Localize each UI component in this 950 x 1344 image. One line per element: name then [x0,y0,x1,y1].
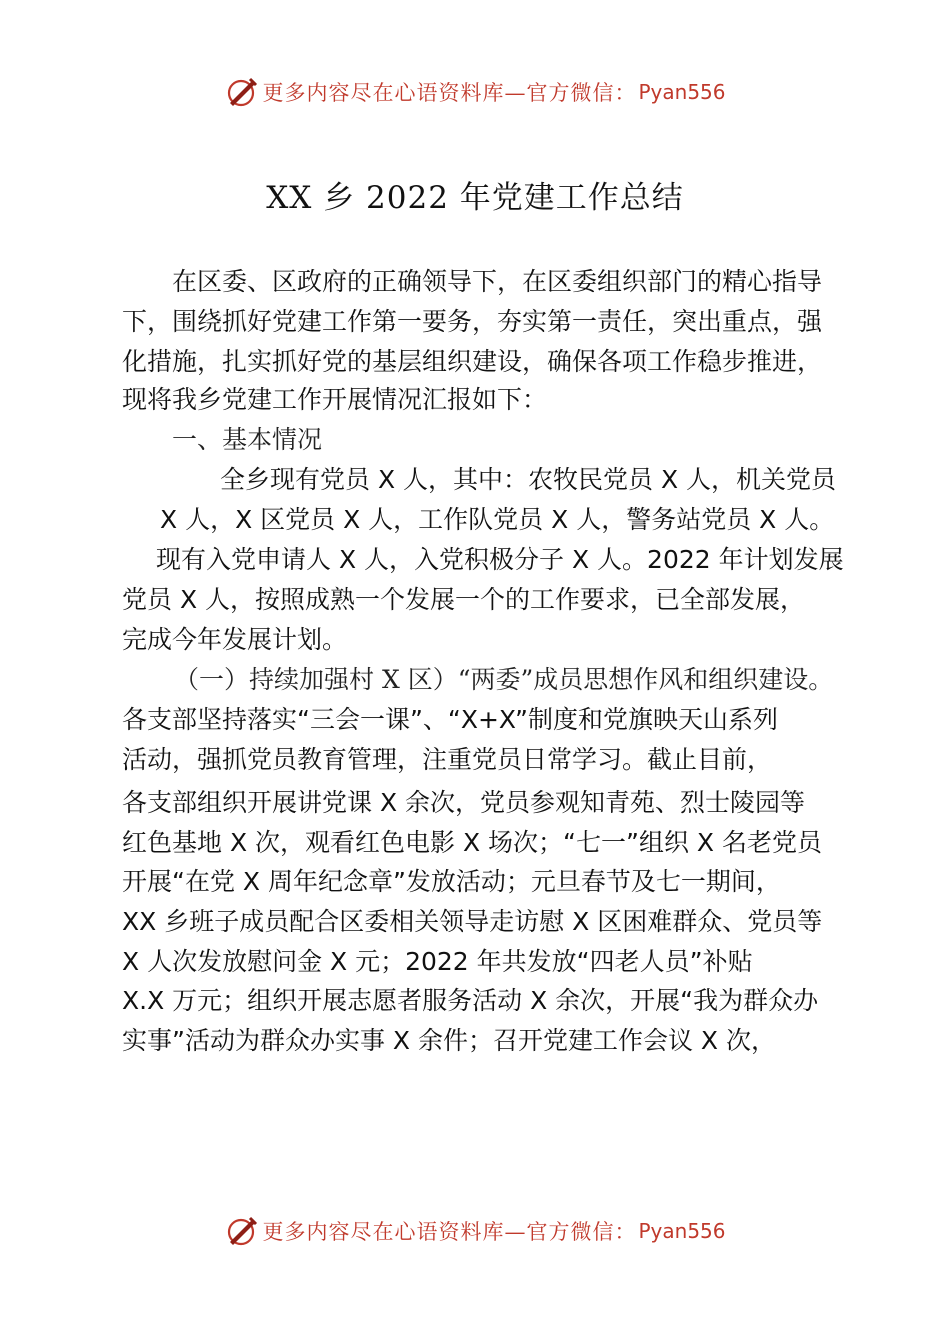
body-line: 各支部组织开展讲党课 X 余次，党员参观知青苑、烈士陵园等 [122,788,806,817]
body-line: 红色基地 X 次，观看红色电影 X 场次；“七一”组织 X 名老党员 [122,828,822,857]
pen-logo-icon [224,1214,258,1248]
body-line: 现将我乡党建工作开展情况汇报如下： [122,385,548,414]
body-line: 化措施，扎实抓好党的基层组织建设，确保各项工作稳步推进， [122,347,823,376]
body-line: X 人，X 区党员 X 人，工作队党员 X 人，警务站党员 X 人。 [160,505,835,534]
body-line: 各支部坚持落实“三会一课”、“X+X”制度和党旗映天山系列 [122,705,778,734]
body-line: 开展“在党 X 周年纪念章”发放活动；元旦春节及七一期间， [122,867,781,896]
section-heading: 一、基本情况 [172,425,323,454]
body-line: 实事”活动为群众办实事 X 余件；召开党建工作会议 X 次， [122,1026,776,1055]
body-line: X.X 万元；组织开展志愿者服务活动 X 余次，开展“我为群众办 [122,986,819,1015]
body-line: 现有入党申请人 X 人，入党积极分子 X 人。2022 年计划发展 [156,545,844,574]
body-line: 活动，强抓党员教育管理，注重党员日常学习。截止目前， [122,745,773,774]
watermark-header [0,72,950,112]
body-line: 全乡现有党员 X 人，其中：农牧民党员 X 人，机关党员 [220,465,837,494]
watermark-text: 更多内容尽在心语资料库—官方微信： [262,81,637,105]
pen-logo-icon [224,75,258,109]
watermark-footer [0,1211,950,1251]
body-line: 完成今年发展计划。 [122,625,348,654]
body-line: X 人次发放慰问金 X 元；2022 年共发放“四老人员”补贴 [122,947,753,976]
subsection-heading: （一）持续加强村 X 区）“两委”成员思想作风和组织建设。 [174,665,834,694]
body-line: XX 乡班子成员配合区委相关领导走访慰 X 区困难群众、党员等 [122,907,823,936]
watermark-text: 更多内容尽在心语资料库—官方微信： [262,1220,637,1244]
watermark-wechat-id: Pyan556 [638,1219,726,1243]
body-line: 党员 X 人，按照成熟一个发展一个的工作要求，已全部发展， [122,585,806,614]
body-line: 下，围绕抓好党建工作第一要务，夯实第一责任，突出重点，强 [122,307,823,336]
watermark-wechat-id: Pyan556 [638,80,726,104]
document-title: XX 乡 2022 年党建工作总结 [266,180,684,216]
body-line: 在区委、区政府的正确领导下，在区委组织部门的精心指导 [172,267,823,296]
